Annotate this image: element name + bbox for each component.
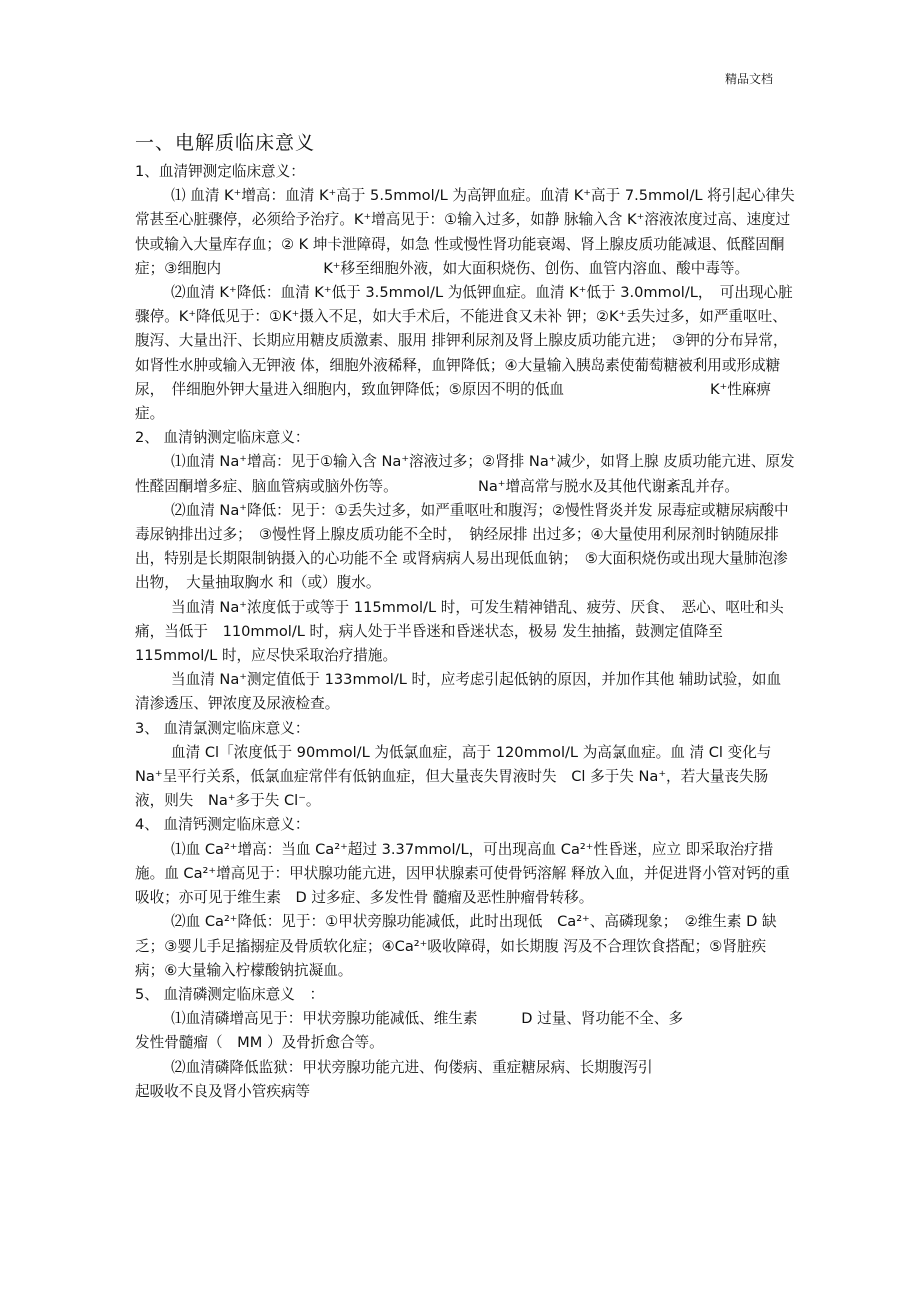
section-heading-phosphorus: 5、 血清磷测定临床意义 ： xyxy=(135,985,325,1003)
phosphorus-high-line-2: 发性骨髓瘤（ MM ）及骨折愈合等。 xyxy=(135,1034,384,1052)
sodium-note-paragraph-1: 当血清 Na⁺浓度低于或等于 115mmol/L 时，可发生精神错乱、疲劳、厌食、 恶心、呕吐和头痛，当低于 110mmol/L 时，病人处于半昏迷和昏迷状态，极易 发生抽搐，鼓测定值降至 115mmol/L 时，应尽快采取治疗措施。 xyxy=(135,598,784,665)
document-body xyxy=(135,160,795,1104)
section-heading-chloride: 3、 血清氯测定临床意义： xyxy=(135,719,310,737)
section-heading-sodium: 2、 血清钠测定临床意义： xyxy=(135,429,310,447)
chloride-paragraph: 血清 Cl「浓度低于 90mmol/L 为低氯血症，高于 120mmol/L 为高氯血症。血 清 Cl 变化与 Na⁺呈平行关系，低氯血症常伴有低钠血症，但大量丧失胃液时失 Cl 多于失 Na⁺，若大量丧失肠液，则失 Na⁺多于失 Cl⁻。 xyxy=(135,743,772,810)
potassium-low-paragraph: ⑵血清 K⁺降低：血清 K⁺低于 3.5mmol/L 为低钾血症。血清 K⁺低于 3.0mmol/L， 可出现心脏骤停。K⁺降低见于：①K⁺摄入不足，如大手术后，不能进食又未补 钾；②K⁺丢失过多，如严重呕吐、腹泻、大量出汗、长期应用糖皮质激素、服用 排钾利尿剂及肾上腺皮质功能亢进； ③钾的分布异常， 如肾性水肿或输入无钾液 体，细胞外液稀释，血钾降低；④大量输入胰岛素使葡萄糖被利用或形成糖尿， 伴细胞外钾大量进入细胞内，致血钾降低；⑤原因不明的低血 K⁺性麻痹症。 xyxy=(135,284,795,423)
phosphorus-low-line-2: 起吸收不良及肾小管疾病等 xyxy=(135,1082,311,1100)
document-title: 一、电解质临床意义 xyxy=(135,132,316,154)
sodium-low-paragraph: ⑵血清 Na⁺降低：见于：①丢失过多，如严重呕吐和腹泻；②慢性肾炎并发 尿毒症或糖尿病酸中毒尿钠排出过多； ③慢性肾上腺皮质功能不全时， 钠经尿排 出过多；④大量使用利尿剂时钠随尿排出，特别是长期限制钠摄入的心功能不全 或肾病病人易出现低血钠； ⑤大面积烧伤或出现大量肺泡渗出物， 大量抽取胸水 和（或）腹水。 xyxy=(135,501,789,592)
phosphorus-low-line-1: ⑵血清磷降低监狱：甲状旁腺功能亢进、佝偻病、重症糖尿病、长期腹泻引 xyxy=(171,1058,653,1076)
calcium-high-paragraph: ⑴血 Ca²⁺增高：当血 Ca²⁺超过 3.37mmol/L，可出现高血 Ca²⁺性昏迷，应立 即采取治疗措施。血 Ca²⁺增高见于：甲状腺功能亢进，因甲状腺素可使骨钙溶解 释放入血，并促进肾小管对钙的重吸收；亦可见于维生素 D 过多症、多发性骨 髓瘤及恶性肿瘤骨转移。 xyxy=(135,840,790,907)
section-heading-potassium: 1、血清钾测定临床意义： xyxy=(135,163,305,180)
phosphorus-high-line-1: ⑴血清磷增高见于：甲状旁腺功能减低、维生素 D 过量、肾功能不全、多 xyxy=(171,1010,684,1028)
calcium-low-paragraph: ⑵血 Ca²⁺降低：见于：①甲状旁腺功能减低，此时出现低 Ca²⁺、高磷现象； ②维生素 D 缺乏；③婴儿手足搐搦症及骨质软化症；④Ca²⁺吸收障碍，如长期腹 泻及不合理饮食搭配；⑤肾脏疾病；⑥大量输入柠檬酸钠抗凝血。 xyxy=(135,913,777,979)
sodium-high-paragraph: ⑴血清 Na⁺增高：见于①输入含 Na⁺溶液过多；②肾排 Na⁺减少，如肾上腺 皮质功能亢进、原发性醛固酮增多症、脑血管病或脑外伤等。 Na⁺增高常与脱水及其他代谢紊乱并存。 xyxy=(135,453,795,495)
page-header: 精品文档 xyxy=(725,72,774,86)
potassium-high-paragraph: ⑴ 血清 K⁺增高：血清 K⁺高于 5.5mmol/L 为高钾血症。血清 K⁺高于 7.5mmol/L 将引起心律失常甚至心脏骤停，必须给予治疗。K⁺增高见于：①输入过多，如静 脉输入含 K⁺溶液浓度过高、速度过快或输入大量库存血；② K 坤卡泄障碍，如急 性或慢性肾功能衰竭、肾上腺皮质功能减退、低醛固酮症；③细胞内 K⁺移至细胞外液，如大面积烧伤、创伤、血管内溶血、酸中毒等。 xyxy=(135,187,795,277)
sodium-note-paragraph-2: 当血清 Na⁺测定值低于 133mmol/L 时，应考虑引起低钠的原因，并加作其他 辅助试验，如血清渗透压、钾浓度及尿液检查。 xyxy=(135,671,782,713)
section-heading-calcium: 4、 血清钙测定临床意义： xyxy=(135,816,310,834)
